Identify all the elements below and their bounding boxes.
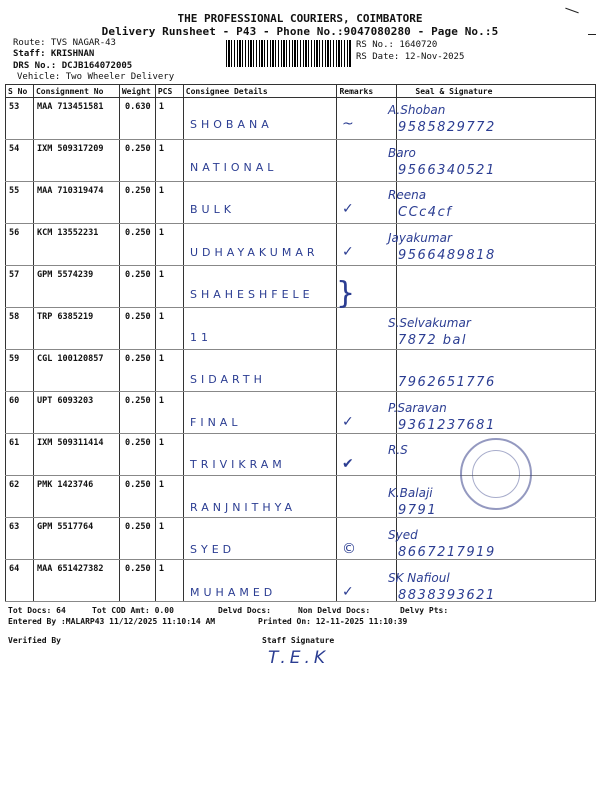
staff-label: Staff: KRISHNAN: [13, 49, 95, 59]
row-pcs: 1: [155, 266, 183, 308]
seal-inner-ring: [472, 450, 520, 498]
handwritten-remark: ✓: [342, 583, 354, 600]
handwritten-consignee: FINAL: [190, 415, 242, 429]
handwritten-remark: ©: [342, 541, 356, 557]
handwritten-phone: 9566340521: [398, 162, 496, 178]
row-sno: 53: [6, 98, 34, 140]
row-remarks-cell: [337, 350, 397, 392]
row-consignment-no: MAA 713451581: [33, 98, 119, 140]
delivery-points: Delvy Pts:: [400, 606, 449, 615]
row-consignment-no: IXM 509311414: [33, 434, 119, 476]
handwritten-phone: 7872 bal: [398, 332, 468, 348]
row-consignee-cell: [183, 224, 337, 266]
handwritten-consignee: NATIONAL: [190, 160, 278, 174]
handwritten-remark: ✓: [342, 413, 354, 430]
row-weight: 0.250: [119, 308, 155, 350]
row-pcs: 1: [155, 224, 183, 266]
header-weight: Weight: [119, 85, 155, 98]
table-row: [6, 224, 596, 266]
row-sno: 56: [6, 224, 34, 266]
header-seal-signature: Seal & Signature: [397, 85, 596, 98]
handwritten-signature: SK Nafioul: [388, 570, 450, 585]
row-pcs: 1: [155, 98, 183, 140]
handwritten-phone: 9361237681: [398, 417, 496, 433]
handwritten-phone: CCc4cf: [398, 205, 453, 220]
row-consignee-cell: [183, 266, 337, 308]
handwritten-phone: 8838393621: [398, 587, 496, 603]
handwritten-consignee: RANJNITHYA: [190, 500, 297, 514]
header-consignment: Consignment No: [33, 85, 119, 98]
row-pcs: 1: [155, 392, 183, 434]
handwritten-consignee: BULK: [190, 203, 235, 216]
table-row: [6, 518, 596, 560]
table-row: [6, 182, 596, 224]
row-pcs: 1: [155, 434, 183, 476]
row-sno: 64: [6, 560, 34, 602]
handwritten-remark: ✓: [342, 201, 354, 217]
runsheet-title: Delivery Runsheet - P43 - Phone No.:9047080280 - Page No.:5: [101, 25, 499, 38]
handwritten-consignee: SHOBANA: [190, 118, 273, 131]
handwritten-signature: A.Shoban: [388, 103, 446, 117]
rs-number: RS No.: 1640720: [356, 40, 438, 50]
row-consignment-no: PMK 1423746: [33, 476, 119, 518]
row-consignment-no: GPM 5574239: [33, 266, 119, 308]
row-sno: 59: [6, 350, 34, 392]
handwritten-consignee: MUHAMED: [190, 585, 277, 599]
row-consignment-no: TRP 6385219: [33, 308, 119, 350]
row-pcs: 1: [155, 560, 183, 602]
table-row: [6, 308, 596, 350]
staff-signature-label: Staff Signature: [262, 636, 335, 645]
row-pcs: 1: [155, 476, 183, 518]
row-weight: 0.250: [119, 476, 155, 518]
handwritten-consignee: TRIVIKRAM: [190, 458, 286, 471]
handwritten-remark: ✓: [342, 243, 354, 260]
handwritten-remark: ~: [342, 116, 354, 132]
tot-docs: Tot Docs: 64: [8, 606, 66, 615]
handwritten-consignee: SYED: [190, 543, 236, 556]
handwritten-consignee: SIDARTH: [190, 373, 266, 386]
non-delivered-docs: Non Delvd Docs:: [298, 606, 371, 615]
row-consignment-no: GPM 5517764: [33, 518, 119, 560]
handwritten-signature: Reena: [388, 188, 427, 202]
handwritten-signature: P.Saravan: [388, 400, 447, 415]
tot-cod-amount: Tot COD Amt: 0.00: [92, 606, 174, 615]
row-consignment-no: MAA 710319474: [33, 182, 119, 224]
table-row: [6, 98, 596, 140]
row-sno: 55: [6, 182, 34, 224]
route-label: Route: TVS NAGAR-43: [13, 38, 116, 48]
row-consignment-no: MAA 651427382: [33, 560, 119, 602]
row-weight: 0.630: [119, 98, 155, 140]
runsheet-table: [5, 84, 596, 602]
handwritten-consignee: 11: [190, 330, 212, 344]
handwritten-signature: Baro: [388, 145, 416, 160]
row-weight: 0.250: [119, 266, 155, 308]
row-signature-cell: [397, 266, 596, 308]
handwritten-phone: 8667217919: [398, 545, 496, 560]
handwritten-signature: S.Selvakumar: [388, 315, 471, 330]
row-consignment-no: KCM 13552231: [33, 224, 119, 266]
row-weight: 0.250: [119, 182, 155, 224]
table-row: [6, 266, 596, 308]
table-row: [6, 140, 596, 182]
row-pcs: 1: [155, 518, 183, 560]
bracket-mark: }: [336, 276, 356, 311]
row-weight: 0.250: [119, 434, 155, 476]
row-sno: 62: [6, 476, 34, 518]
delivered-docs: Delvd Docs:: [218, 606, 271, 615]
table-row: [6, 560, 596, 602]
header-pcs: PCS: [155, 85, 183, 98]
row-weight: 0.250: [119, 350, 155, 392]
verified-by: Verified By: [8, 636, 61, 645]
row-consignment-no: CGL 100120857: [33, 350, 119, 392]
row-sno: 63: [6, 518, 34, 560]
row-sno: 54: [6, 140, 34, 182]
vehicle-label: Vehicle: Two Wheeler Delivery: [17, 72, 175, 82]
row-sno: 60: [6, 392, 34, 434]
company-seal-stamp: [460, 438, 532, 510]
row-pcs: 1: [155, 140, 183, 182]
handwritten-phone: 7962651776: [398, 375, 496, 390]
handwritten-signature: R.S: [388, 443, 408, 457]
handwritten-signature: Jayakumar: [388, 230, 452, 245]
table-row: [6, 350, 596, 392]
handwritten-signature: Syed: [388, 528, 418, 542]
table-row: [6, 392, 596, 434]
handwritten-phone: 9791: [398, 502, 438, 518]
row-sno: 58: [6, 308, 34, 350]
handwritten-phone: 9585829772: [398, 120, 496, 135]
handwritten-consignee: UDHAYAKUMAR: [190, 245, 319, 259]
handwritten-remark: ✔: [342, 456, 354, 472]
row-weight: 0.250: [119, 224, 155, 266]
handwritten-phone: 9566489818: [398, 247, 496, 263]
printed-on: Printed On: 12-11-2025 11:10:39: [258, 617, 408, 626]
row-weight: 0.250: [119, 518, 155, 560]
row-sno: 57: [6, 266, 34, 308]
barcode-image: [226, 40, 352, 67]
entered-by: Entered By :MALARP43 11/12/2025 11:10:14 AM: [8, 617, 216, 626]
row-weight: 0.250: [119, 140, 155, 182]
row-weight: 0.250: [119, 392, 155, 434]
handwritten-signature: K.Balaji: [388, 485, 433, 500]
row-pcs: 1: [155, 308, 183, 350]
row-pcs: 1: [155, 182, 183, 224]
table-header-row: [6, 85, 596, 98]
company-title: THE PROFESSIONAL COURIERS, COIMBATORE: [177, 12, 423, 25]
row-sno: 61: [6, 434, 34, 476]
row-pcs: 1: [155, 350, 183, 392]
row-weight: 0.250: [119, 560, 155, 602]
drs-label: DRS No.: DCJB164072005: [13, 61, 133, 71]
staff-signature: T.E.K: [268, 648, 330, 668]
header-sno: S No: [6, 85, 34, 98]
rs-date: RS Date: 12-Nov-2025: [356, 52, 465, 62]
row-consignment-no: UPT 6093203: [33, 392, 119, 434]
header-remarks: Remarks: [337, 85, 397, 98]
header-consignee: Consignee Details: [183, 85, 337, 98]
handwritten-consignee: SHAHESHFELE: [190, 288, 314, 301]
row-consignment-no: IXM 509317209: [33, 140, 119, 182]
